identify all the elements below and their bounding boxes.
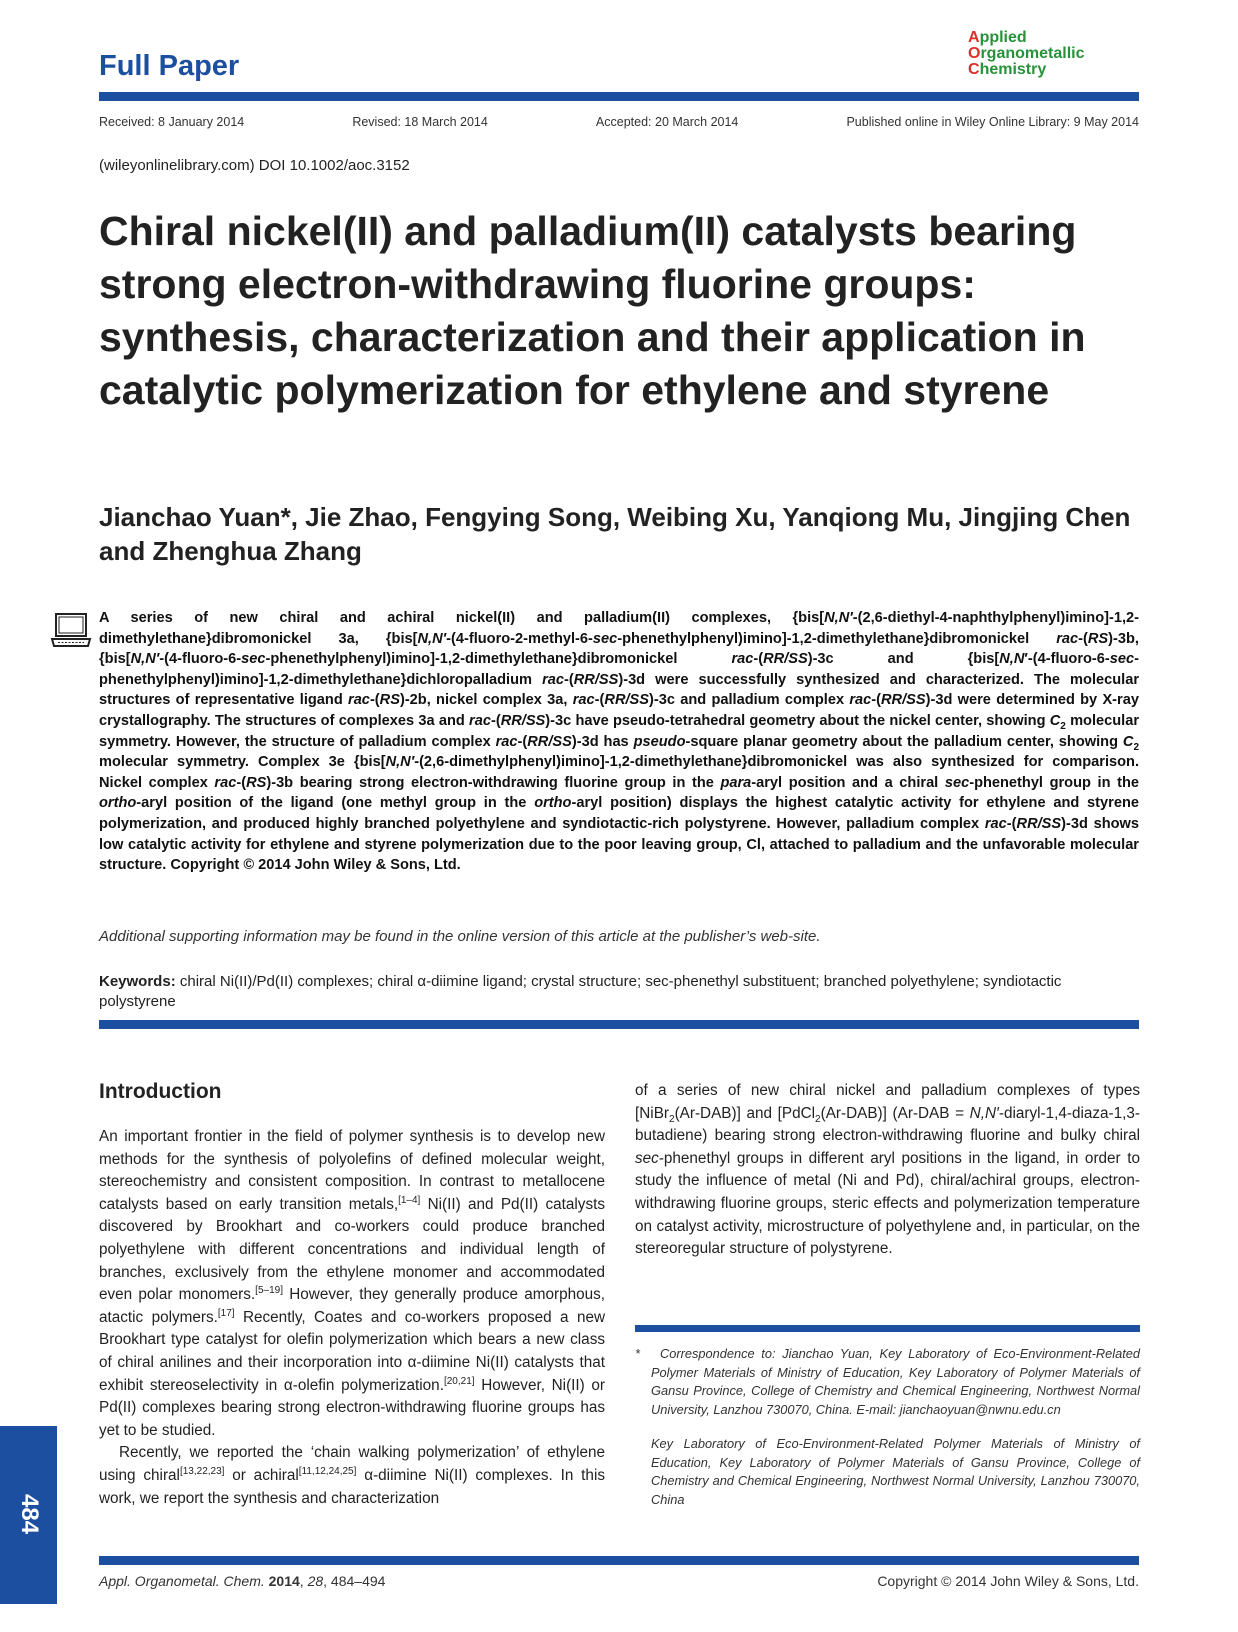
correspondence-note: * Correspondence to: Jianchao Yuan, Key Laboratory of Eco-Environment-Related Polymer Materials of Ministry of Education, Key Laboratory of Polymer Materials of Gansu Province, College of Chemistry and Chemical Engineering, Northwest Normal University, Lanzhou 730070, China. E-mail: jianchaoyuan@nwnu.edu.cn [635,1346,1140,1417]
intro-paragraph-2-cont: of a series of new chiral nickel and palladium complexes of types [NiBr$_2$(Ar-DAB)] and [PdCl$_2$(Ar-DAB)] (Ar-DAB = N,N′-diaryl-1,4-diaza-1,3-butadiene) bearing strong electron-withdrawing fluorine and bulky chiral sec-phenethyl groups in different aryl positions in the ligand, in order to study the influence of metal (Ni and Pd), chiral/achiral groups, electron-withdrawing fluorine groups, steric effects and polymerization temperature on catalyst activity, microstructure of polyethylene and, in particular, on the stereoregular structure of polystyrene. [635,1082,1140,1258]
footer-rule [99,1556,1139,1565]
keywords-text: chiral Ni(II)/Pd(II) complexes; chiral α-diimine ligand; crystal structure; sec-phenethyl substituent; branched polyethylene; syndiotactic polystyrene [99,973,1062,1010]
introduction-heading: Introduction [99,1080,222,1103]
header-rule [99,92,1139,101]
author-list: Jianchao Yuan*, Jie Zhao, Fengying Song, Weibing Xu, Yanqiong Mu, Jingjing Chen and Zhenghua Zhang [99,502,1131,566]
published-date: Published online in Wiley Online Library: 9 May 2014 [846,115,1139,129]
correspondence-block [635,1345,1140,1525]
section-label: Full Paper [99,50,240,82]
page-number: 484 [16,1493,43,1535]
intro-column-left [99,1126,605,1510]
intro-column-right [635,1080,1140,1261]
doi[interactable]: (wileyonlinelibrary.com) DOI 10.1002/aoc.3152 [99,157,410,174]
journal-citation: Appl. Organometal. Chem. 2014, 28, 484–494 [99,1573,386,1589]
correspondence-text: Correspondence to: Jianchao Yuan, Key Laboratory of Eco-Environment-Related Polymer Materials of Ministry of Education, Key Laboratory of Polymer Materials of Gansu Province, College of Chemistry and Chemical Engineering, Northwest Normal University, Lanzhou 730070, China. E-mail: jianchaoyuan@nwnu.edu.cn [651,1346,1140,1417]
abstract: A series of new chiral and achiral nickel(II) and palladium(II) complexes, {bis[N,N′-(2,6-diethyl-4-naphthylphenyl)imino]-1,2-dimethylethane}dibromonickel 3a, {bis[N,N′-(4-fluoro-2-methyl-6-sec-phenethylphenyl)imino]-1,2-dimethylethane}dibromonickel rac-(RS)-3b, {bis[N,N′-(4-fluoro-6-sec-phenethylphenyl)imino]-1,2-dimethylethane}dibromonickel rac-(RR/SS)-3c and {bis[N,N′-(4-fluoro-6-sec-phenethylphenyl)imino]-1,2-dimethylethane}dichloropalladium rac-(RR/SS)-3d were successfully synthesized and characterized. The molecular structures of representative ligand rac-(RS)-2b, nickel complex 3a, rac-(RR/SS)-3c and palladium complex rac-(RR/SS)-3d were determined by X-ray crystallography. The structures of complexes 3a and rac-(RR/SS)-3c have pseudo-tetrahedral geometry about the nickel center, showing $C_2$ molecular symmetry. However, the structure of palladium complex rac-(RR/SS)-3d has pseudo-square planar geometry about the palladium center, showing $C_2$ molecular symmetry. Complex 3e {bis[N,N′-(2,6-dimethylphenyl)imino]-1,2-dimethylethane}dibromonickel was also synthesized for comparison. Nickel complex rac-(RS)-3b bearing strong electron-withdrawing fluorine group in the para-aryl position and a chiral sec-phenethyl group in the ortho-aryl position of the ligand (one methyl group in the ortho-aryl position) displays the highest catalytic activity for ethylene and styrene polymerization, and produced highly branched polyethylene and syndiotactic-rich polystyrene. However, palladium complex rac-(RR/SS)-3d shows low catalytic activity for ethylene and styrene polymerization due to the poor leaving group, Cl, attached to palladium and the unfavorable molecular structure. Copyright © 2014 John Wiley & Sons, Ltd. [99,610,1140,874]
keywords-label: Keywords: [99,973,176,990]
logo-line-3: Chemistry [968,61,1047,78]
received-date: Received: 8 January 2014 [99,115,245,129]
accepted-date: Accepted: 20 March 2014 [595,115,739,129]
logo-line-1: Applied [968,29,1027,46]
affiliation-note: Key Laboratory of Eco-Environment-Related Polymer Materials of Ministry of Education, Key Laboratory of Polymer Materials of Gansu Province, College of Chemistry and Chemical Engineering, Northwest Normal University, Lanzhou 730070, China [651,1436,1140,1507]
intro-paragraph-1: An important frontier in the field of polymer synthesis is to develop new methods for the synthesis of polyolefins of defined molecular weight, stereochemistry and consistent composition. In contrast to metallocene catalysts based on early transition metals,[1–4] Ni(II) and Pd(II) catalysts discovered by Brookhart and co-workers could produce branched polyethylene with different concentrations and individual length of branches, exclusively from the ethylene monomer and accommodated even polar monomers.[5–19] However, they generally produce amorphous, atactic polymers.[17] Recently, Coates and co-workers proposed a new Brookhart type catalyst for olefin polymerization which bears a new class of chiral anilines and their incorporation into α-diimine Ni(II) catalysts that exhibit stereoselectivity in α-olefin polymerization.[20,21] However, Ni(II) or Pd(II) complexes bearing strong electron-withdrawing fluorine groups has yet to be studied. [99,1128,606,1439]
supporting-info-note: Additional supporting information may be found in the online version of this article at the publisher’s web-site. [99,928,821,945]
journal-logo [968,30,1098,78]
computer-icon [50,612,92,650]
abstract-rule [99,1020,1139,1029]
logo-line-2: Organometallic [968,45,1085,62]
correspondence-rule [635,1325,1140,1332]
intro-paragraph-2: Recently, we reported the ‘chain walking polymerization’ of ethylene using chiral[13,22,23] or achiral[11,12,24,25] α-diimine Ni(II) complexes. In this work, we report the synthesis and characterization [99,1444,605,1507]
footer-copyright: Copyright © 2014 John Wiley & Sons, Ltd. [877,1573,1139,1589]
article-dates [99,115,1139,129]
article-title: Chiral nickel(II) and palladium(II) catalysts bearing strong electron-withdrawing fluorine groups: synthesis, characterization and their application in catalytic polymerization for ethylene and styrene [99,208,1086,413]
keywords [99,972,1139,1012]
revised-date: Revised: 18 March 2014 [352,115,488,129]
